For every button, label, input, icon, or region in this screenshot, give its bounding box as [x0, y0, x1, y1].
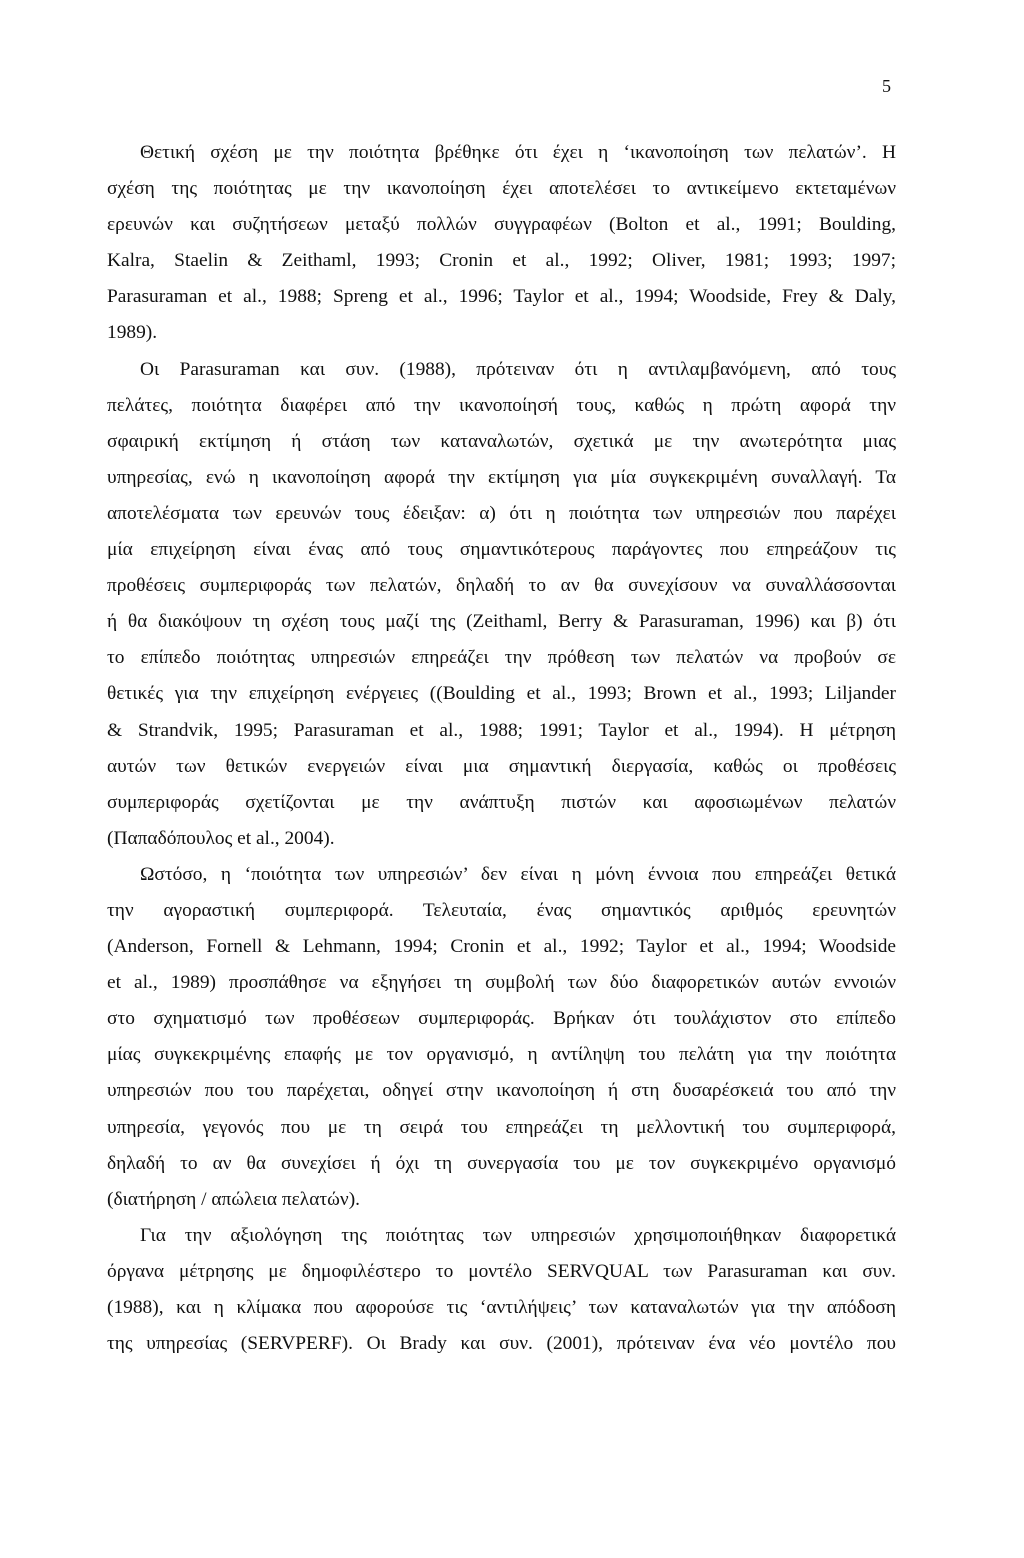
text-line: ερευνών και συζητήσεων μεταξύ πολλών συγγραφέων (Bolton et al., 1991; Boulding, [107, 214, 896, 236]
text-line: Ωστόσο, η ‘ποιότητα των υπηρεσιών’ δεν είναι η μόνη έννοια που επηρεάζει θετικά [140, 863, 896, 885]
text-line: (Παπαδόπουλος et al., 2004). [107, 827, 335, 849]
text-line: υπηρεσίας, ενώ η ικανοποίηση αφορά την εκτίμηση για μία συγκεκριμένη συναλλαγή. Τα [107, 466, 896, 488]
text-line: προθέσεις συμπεριφοράς των πελατών, δηλαδή το αν θα συνεχίσουν να συναλλάσσονται [107, 575, 896, 597]
text-line: Οι Parasuraman και συν. (1988), πρότειναν ότι η αντιλαμβανόμενη, από τους [140, 358, 896, 380]
text-line: ή θα διακόψουν τη σχέση τους μαζί της (Zeithaml, Berry & Parasuraman, 1996) και β) ότι [107, 611, 896, 633]
text-line: υπηρεσιών που του παρέχεται, οδηγεί στην ικανοποίηση ή στη δυσαρέσκειά του από την [107, 1080, 896, 1102]
text-line: την αγοραστική συμπεριφορά. Τελευταία, ένας σημαντικός αριθμός ερευνητών [107, 899, 896, 921]
text-line: μία επιχείρηση είναι ένας από τους σημαντικότερους παράγοντες που επηρεάζουν τις [107, 539, 896, 561]
text-line: Kalra, Staelin & Zeithaml, 1993; Cronin et al., 1992; Oliver, 1981; 1993; 1997; [107, 250, 896, 272]
text-line: το επίπεδο ποιότητας υπηρεσιών επηρεάζει την πρόθεση των πελατών να προβούν σε [107, 647, 896, 669]
text-line: στο σχηματισμό των προθέσεων συμπεριφοράς. Βρήκαν ότι τουλάχιστον στο επίπεδο [107, 1008, 896, 1030]
page-number: 5 [882, 76, 891, 96]
text-line: Θετική σχέση με την ποιότητα βρέθηκε ότι έχει η ‘ικανοποίηση των πελατών’. Η [140, 142, 896, 163]
text-line: (Anderson, Fornell & Lehmann, 1994; Cronin et al., 1992; Taylor et al., 1994; Woodside [107, 936, 896, 958]
text-line: συμπεριφοράς σχετίζονται με την ανάπτυξη πιστών και αφοσιωμένων πελατών [107, 791, 896, 813]
text-line: θετικές για την επιχείρηση ενέργειες ((Boulding et al., 1993; Brown et al., 1993; Liljander [107, 683, 896, 705]
text-line: σχέση της ποιότητας με την ικανοποίηση έχει αποτελέσει το αντικείμενο εκτεταμένων [107, 178, 896, 200]
text-line: πελάτες, ποιότητα διαφέρει από την ικανοποίησή τους, καθώς η πρώτη αφορά την [107, 394, 896, 416]
text-line: 1989). [107, 322, 158, 344]
text-line: Για την αξιολόγηση της ποιότητας των υπηρεσιών χρησιμοποιήθηκαν διαφορετικά [140, 1224, 896, 1246]
text-line: σφαιρική εκτίμηση ή στάση των καταναλωτών, σχετικά με την ανωτερότητα μιας [107, 430, 896, 452]
text-line: & Strandvik, 1995; Parasuraman et al., 1988; 1991; Taylor et al., 1994). Η μέτρηση [107, 719, 896, 741]
text-line: αυτών των θετικών ενεργειών είναι μια σημαντική διεργασία, καθώς οι προθέσεις [107, 755, 896, 777]
text-line: δηλαδή το αν θα συνεχίσει ή όχι τη συνεργασία του με τον συγκεκριμένο οργανισμό [107, 1152, 896, 1174]
body-text [107, 135, 896, 1362]
text-line: υπηρεσία, γεγονός που με τη σειρά του επηρεάζει τη μελλοντική του συμπεριφορά, [107, 1116, 896, 1138]
text-line: της υπηρεσίας (SERVPERF). Οι Brady και συν. (2001), πρότειναν ένα νέο μοντέλο που [107, 1333, 896, 1355]
text-line: μίας συγκεκριμένης επαφής με τον οργανισμό, η αντίληψη του πελάτη για την ποιότητα [107, 1044, 896, 1066]
text-line: όργανα μέτρησης με δημοφιλέστερο το μοντέλο SERVQUAL των Parasuraman και συν. [107, 1260, 896, 1282]
text-line: (διατήρηση / απώλεια πελατών). [107, 1188, 360, 1210]
text-line: αποτελέσματα των ερευνών τους έδειξαν: α) ότι η ποιότητα των υπηρεσιών που παρέχει [107, 502, 896, 524]
text-line: Parasuraman et al., 1988; Spreng et al., 1996; Taylor et al., 1994; Woodside, Frey & Daly, [107, 286, 896, 308]
text-line: et al., 1989) προσπάθησε να εξηγήσει τη συμβολή των δύο διαφορετικών αυτών εννοιών [107, 972, 896, 994]
text-line: (1988), και η κλίμακα που αφορούσε τις ‘αντιλήψεις’ των καταναλωτών για την απόδοση [107, 1297, 896, 1318]
